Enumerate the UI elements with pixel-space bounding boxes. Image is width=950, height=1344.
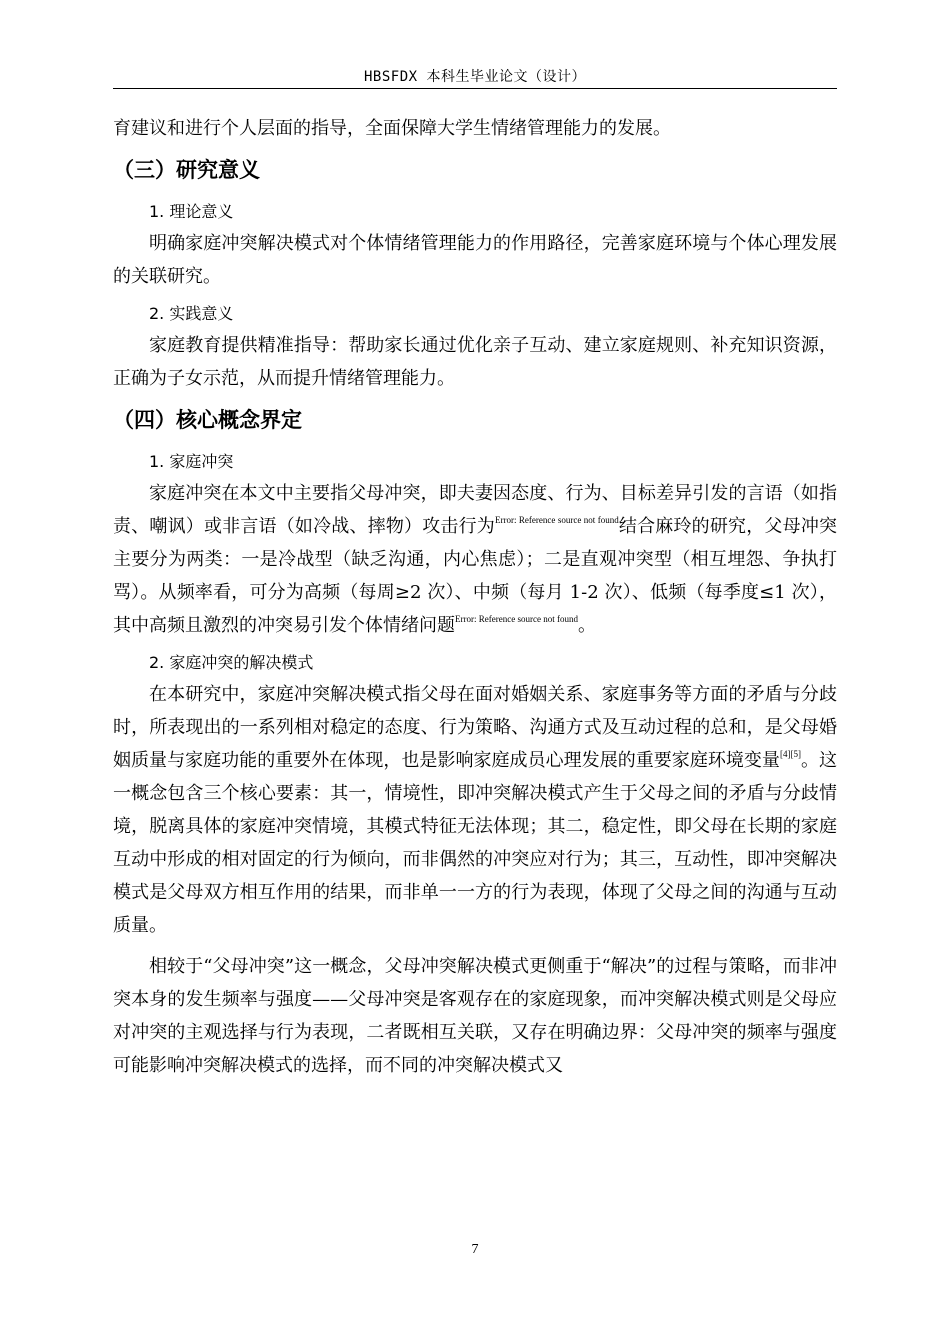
section-heading-research-significance: （三）研究意义 [113, 158, 260, 182]
section-heading-core-concepts: （四）核心概念界定 [113, 408, 302, 432]
reference-error: Error: Reference source not found [495, 515, 619, 525]
subheading-conflict-resolution: 2. 家庭冲突的解决模式 [149, 653, 314, 672]
paragraph-family-conflict [113, 477, 837, 642]
text-run: 。 [577, 615, 596, 636]
text-run: 结合麻玲的研究，父母冲突主要分为两类：一是冷战型（缺乏沟通，内心焦虑）；二是直观冲突型（相互埋怨、争执打骂）。从频率看，可分为高频（每周≥2 次）、中频（每月 1-2 次）、低频（每季度≤1 次），其中高频且激烈的冲突易引发个体情绪问题 [113, 516, 838, 636]
paragraph-theoretical: 明确家庭冲突解决模式对个体情绪管理能力的作用路径，完善家庭环境与个体心理发展的关联研究。 [113, 233, 837, 287]
text-run: 家庭冲突在本文中主要指父母冲突，即夫妻因态度、行为、目标差异引发的言语（如指责、嘲讽）或非言语（如冷战、摔物）攻击行为 [113, 483, 837, 537]
subheading-practical-significance: 2. 实践意义 [149, 304, 234, 323]
subheading-theoretical-significance: 1. 理论意义 [149, 202, 234, 221]
reference-error: Error: Reference source not found [455, 614, 578, 624]
header-rule [113, 88, 837, 89]
body-text [113, 112, 837, 1082]
paragraph-comparison: 相较于“父母冲突”这一概念，父母冲突解决模式更侧重于“解决”的过程与策略，而非冲突本身的发生频率与强度——父母冲突是客观存在的家庭现象，而冲突解决模式则是父母应对冲突的主观选择与行为表现，二者既相互关联，又存在明确边界：父母冲突的频率与强度可能影响冲突解决模式的选择，而不同的冲突解决模式又 [113, 956, 837, 1076]
citation: [4][5] [779, 749, 801, 759]
paragraph-practical: 家庭教育提供精准指导：帮助家长通过优化亲子互动、建立家庭规则、补充知识资源，正确为子女示范，从而提升情绪管理能力。 [113, 335, 837, 389]
text-run: 在本研究中，家庭冲突解决模式指父母在面对婚姻关系、家庭事务等方面的矛盾与分歧时，所表现出的一系列相对稳定的态度、行为策略、沟通方式及互动过程的总和，是父母婚姻质量与家庭功能的重要外在体现，也是影响家庭成员心理发展的重要家庭环境变量 [113, 684, 837, 771]
text-run: 。这一概念包含三个核心要素：其一，情境性，即冲突解决模式产生于父母之间的矛盾与分歧情境，脱离具体的家庭冲突情境，其模式特征无法体现；其二，稳定性，即父母在长期的家庭互动中形成的相对固定的行为倾向，而非偶然的冲突应对行为；其三，互动性，即冲突解决模式是父母双方相互作用的结果，而非单一一方的行为表现，体现了父母之间的沟通与互动质量。 [113, 750, 838, 936]
subheading-family-conflict: 1. 家庭冲突 [149, 452, 234, 471]
page-number: 7 [471, 1242, 479, 1257]
paragraph-conflict-resolution [113, 678, 837, 942]
running-header: HBSFDX 本科生毕业论文（设计） [363, 69, 586, 85]
paragraph-continuation: 育建议和进行个人层面的指导，全面保障大学生情绪管理能力的发展。 [113, 118, 671, 139]
